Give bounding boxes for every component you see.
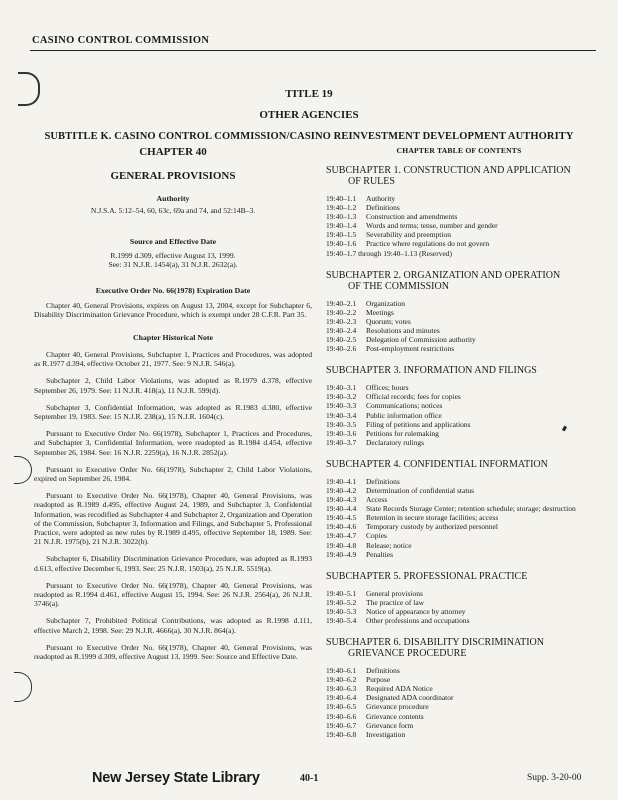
library-stamp: New Jersey State Library: [92, 770, 260, 786]
toc-entry: [326, 486, 592, 495]
section-number: 19:40–3.2: [326, 392, 357, 402]
section-title: Grievance contents: [366, 711, 424, 721]
toc-entry: [326, 299, 592, 308]
subchapter-heading-line: SUBCHAPTER 3. INFORMATION AND FILINGS: [326, 365, 537, 377]
section-number: 19:40–3.6: [326, 428, 357, 438]
toc-entry: [326, 249, 592, 258]
toc-entry: [326, 675, 592, 684]
subchapter-heading: [326, 270, 592, 292]
section-title: Quorum; votes: [366, 316, 411, 326]
subchapter-heading: [326, 459, 592, 470]
toc-entry: [326, 721, 592, 730]
toc-entry: [326, 477, 592, 486]
toc-entry: [326, 383, 592, 392]
section-title: Meetings: [366, 307, 394, 317]
toc-entry: [326, 411, 592, 420]
section-number: 19:40–6.3: [326, 684, 357, 694]
section-title: Access: [366, 495, 388, 505]
section-number: 19:40–3.3: [326, 401, 357, 411]
chapter-number: CHAPTER 40: [139, 146, 207, 158]
subtitle: SUBTITLE K. CASINO CONTROL COMMISSION/CASINO REINVESTMENT DEVELOPMENT AUTHORITY: [44, 131, 574, 142]
section-number: 19:40–6.8: [326, 729, 357, 739]
section-title: Required ADA Notice: [366, 684, 433, 694]
subchapter-heading-line: SUBCHAPTER 5. PROFESSIONAL PRACTICE: [326, 570, 528, 582]
section-number: 19:40–4.9: [326, 549, 357, 559]
section-title: Penalties: [366, 549, 394, 559]
table-of-contents: [326, 146, 592, 739]
history-paragraph: Chapter 40, General Provisions, Subchapter 1, Practices and Procedures, was adopted as R.1977 d.394, effective October 21, 1977. See: 9 N.J.R. 546(a).: [34, 350, 312, 369]
history-heading: Chapter Historical Note: [133, 333, 213, 343]
subchapter-heading: [326, 571, 592, 582]
section-number: 19:40–6.6: [326, 711, 357, 721]
section-number: 19:40–1.4: [326, 221, 357, 231]
subchapter-heading-continuation: OF THE COMMISSION: [348, 280, 449, 292]
section-number: 19:40–2.4: [326, 325, 357, 335]
supplement-date: Supp. 3-20-00: [527, 773, 582, 783]
section-list: [326, 299, 592, 354]
section-number: 19:40–3.1: [326, 383, 357, 393]
section-title: Definitions: [366, 476, 400, 486]
toc-entry: [326, 308, 592, 317]
section-title: Retention in secure storage facilities; access: [366, 513, 499, 523]
toc-entry: [326, 589, 592, 598]
section-number: 19:40–6.7: [326, 720, 357, 730]
chapter-name: GENERAL PROVISIONS: [110, 170, 236, 182]
section-title: General provisions: [366, 588, 423, 598]
section-list: [326, 666, 592, 739]
history-paragraph: Subchapter 7, Prohibited Political Contributions, was adopted as R.1998 d.111, effective March 2, 1998. See: 29 N.J.R. 4666(a), 30 N.J.R. 864(a).: [34, 616, 312, 635]
toc-entry: [326, 221, 592, 230]
section-number: 19:40–1.6: [326, 239, 357, 249]
toc-entry: [326, 616, 592, 625]
section-title: Temporary custody by authorized personnel: [366, 522, 498, 532]
toc-entry: [326, 438, 592, 447]
section-title: Organization: [366, 298, 406, 308]
toc-entry: [326, 429, 592, 438]
history-paragraph: Pursuant to Executive Order No. 66(1978), Subchapter 2, Child Labor Violations, expired on September 26, 1984.: [34, 464, 312, 484]
section-title: State Records Storage Center; retention schedule; storage; destruction: [366, 504, 576, 514]
source-text-1: R.1999 d.309, effective August 13, 1999.: [110, 251, 236, 261]
toc-title: CHAPTER TABLE OF CONTENTS: [396, 146, 522, 155]
toc-entry: [326, 203, 592, 212]
authority-text: N.J.S.A. 5:12–54, 60, 63c, 69a and 74, and 52:14B–3.: [90, 206, 256, 215]
history-paragraph: Pursuant to Executive Order No. 66(1978), Chapter 40, General Provisions, was readopted as R.1999 d.309, effective August 13, 1999. See: Source and Effective Date.: [34, 642, 312, 662]
section-title: Public information office: [366, 410, 442, 420]
section-title: Communications; notices: [366, 401, 443, 411]
section-number: 19:40–4.6: [326, 522, 357, 532]
section-title: Designated ADA coordinator: [366, 693, 454, 703]
running-head: CASINO CONTROL COMMISSION: [32, 35, 210, 46]
section-title: Delegation of Commission authority: [366, 335, 476, 345]
section-number: 19:40–2.5: [326, 335, 357, 345]
toc-entry: [326, 598, 592, 607]
binder-hole-bottom: [14, 672, 32, 702]
section-title: Grievance procedure: [366, 702, 429, 712]
section-list: [326, 194, 592, 258]
section-number: 19:40–4.2: [326, 485, 357, 495]
left-column: [34, 146, 312, 661]
section-number: 19:40–4.4: [326, 504, 357, 514]
toc-entry: [326, 712, 592, 721]
section-number: 19:40–4.8: [326, 540, 357, 550]
section-title: Practice where regulations do not govern: [366, 239, 490, 249]
toc-entry: [326, 693, 592, 702]
section-number: 19:40–6.1: [326, 666, 357, 676]
section-title: Authority: [366, 194, 396, 203]
section-number: 19:40–2.1: [326, 298, 357, 308]
section-number: 19:40–2.2: [326, 307, 357, 317]
section-title: Post-employment restrictions: [366, 344, 455, 354]
toc-entry: [326, 730, 592, 739]
section-number: 19:40–3.7: [326, 437, 357, 447]
section-title: Definitions: [366, 666, 400, 676]
history-notes: [34, 350, 312, 661]
history-paragraph: Subchapter 2, Child Labor Violations, was adopted as R.1979 d.378, effective September 26, 1979. See: 11 N.J.R. 418(a), 11 N.J.R. 599(d).: [34, 376, 312, 395]
toc-entry: [326, 702, 592, 711]
section-number: 19:40–1.3: [326, 212, 357, 222]
section-title: Official records; fees for copies: [366, 392, 461, 402]
section-list: [326, 477, 592, 559]
section-title: 19:40–1.7 through 19:40–1.13 (Reserved): [326, 248, 453, 258]
section-list: [326, 383, 592, 447]
toc-body: [326, 165, 592, 739]
history-paragraph: Subchapter 6, Disability Discrimination Grievance Procedure, was adopted as R.1993 d.613, effective December 6, 1993. See: 25 N.J.R. 1503(a), 25 N.J.R. 5519(a).: [34, 554, 312, 573]
binder-hole-middle: [14, 456, 32, 484]
section-title: Resolutions and minutes: [366, 325, 440, 335]
section-title: The practice of law: [366, 597, 425, 607]
toc-entry: [326, 194, 592, 203]
section-title: Definitions: [366, 203, 400, 213]
page-number: 40-1: [300, 773, 319, 784]
title-block: [0, 88, 618, 142]
authority-heading: Authority: [156, 194, 190, 203]
toc-entry: [326, 239, 592, 248]
toc-entry: [326, 344, 592, 353]
source-text-2: See: 31 N.J.R. 1454(a), 31 N.J.R. 2632(a).: [108, 260, 238, 270]
history-paragraph: Pursuant to Executive Order No. 66(1978), Chapter 40, General Provisions, was readopted as R.1994 d.461, effective August 15, 1994. See: 26 N.J.R. 2564(a), 26 N.J.R. 3746(a).: [34, 580, 312, 609]
toc-entry: [326, 401, 592, 410]
exec-order-text: Chapter 40, General Provisions, expires on August 13, 2004, except for Subchapter 6, Disability Discrimination Grievance Procedure, which is exempt under 28 C.F.R. Part 35.: [34, 300, 312, 319]
toc-entry: [326, 392, 592, 401]
section-number: 19:40–5.4: [326, 616, 357, 625]
title-agencies: OTHER AGENCIES: [259, 109, 359, 121]
toc-entry: [326, 335, 592, 344]
title-number: TITLE 19: [285, 88, 333, 100]
section-title: Grievance form: [366, 720, 414, 730]
subchapter-heading: [326, 637, 592, 659]
section-title: Other professions and occupations: [366, 616, 470, 625]
toc-entry: [326, 541, 592, 550]
section-title: Filing of petitions and applications: [366, 419, 471, 429]
section-title: Purpose: [366, 675, 391, 685]
history-paragraph: Pursuant to Executive Order No. 66(1978), Subchapter 1, Practices and Procedures, and Subchapter 3, Confidential Information, were readopted as R.1984 d.454, effective September 26, 1984. See: 16 N.J.R. 2259(a), 16 N.J.R. 2852(a).: [34, 429, 312, 457]
subchapter-heading: [326, 365, 592, 376]
section-number: 19:40–4.7: [326, 531, 357, 541]
toc-entry: [326, 684, 592, 693]
toc-entry: [326, 230, 592, 239]
history-paragraph: Subchapter 3, Confidential Information, was adopted as R.1983 d.380, effective September 19, 1983. See: 15 N.J.R. 238(a), 15 N.J.R. 1604(c).: [34, 402, 312, 422]
toc-entry: [326, 420, 592, 429]
section-title: Severability and preemption: [366, 230, 451, 240]
section-number: 19:40–6.5: [326, 702, 357, 712]
section-number: 19:40–3.5: [326, 419, 357, 429]
subchapter-heading-continuation: OF RULES: [348, 176, 395, 187]
section-number: 19:40–2.3: [326, 316, 357, 326]
section-number: 19:40–2.6: [326, 344, 357, 354]
toc-entry: [326, 504, 592, 513]
history-paragraph: Pursuant to Executive Order No. 66(1978), Chapter 40, General Provisions, was readopted as R.1989 d.495, effective August 24, 1989, and Subchapter 3, Confidential Information, was recodified as Subchapter 4 and Subchapter 2, Organization and Operation of the Commission, Subchapter 3, Information and Filings, and Subchapter 5, Professional Practice, were adopted as new rules by R.1989 d.495, effective September 18, 1989. See: 21 N.J.R. 1975(b), 21 N.J.R. 3022(b).: [34, 491, 312, 547]
section-number: 19:40–6.4: [326, 693, 357, 703]
subchapter-heading-line: SUBCHAPTER 2. ORGANIZATION AND OPERATION: [326, 269, 561, 281]
page-footer: [0, 770, 618, 792]
toc-entry: [326, 495, 592, 504]
section-number: 19:40–5.1: [326, 588, 357, 598]
toc-entry: [326, 666, 592, 675]
section-number: 19:40–1.5: [326, 230, 357, 240]
subchapter-heading-line: SUBCHAPTER 4. CONFIDENTIAL INFORMATION: [326, 458, 548, 470]
section-title: Offices; hours: [366, 383, 409, 393]
section-title: Copies: [366, 531, 387, 541]
subchapter-heading-line: SUBCHAPTER 6. DISABILITY DISCRIMINATION: [326, 637, 544, 649]
section-number: 19:40–3.4: [326, 410, 357, 420]
section-number: 19:40–6.2: [326, 675, 357, 685]
exec-order-heading: Executive Order No. 66(1978) Expiration Date: [95, 285, 251, 295]
toc-entry: [326, 317, 592, 326]
section-title: Construction and amendments: [366, 212, 458, 222]
subchapter-heading: [326, 165, 592, 187]
section-title: Determination of confidential status: [366, 485, 475, 495]
toc-entry: [326, 607, 592, 616]
subchapter-heading-continuation: GRIEVANCE PROCEDURE: [348, 648, 467, 660]
toc-entry: [326, 550, 592, 559]
subchapter-heading-line: SUBCHAPTER 1. CONSTRUCTION AND APPLICATION: [326, 165, 571, 176]
section-number: 19:40–5.3: [326, 606, 357, 616]
section-title: Declaratory rulings: [366, 437, 425, 447]
section-title: Notice of appearance by attorney: [366, 606, 466, 616]
section-title: Words and terms; tense, number and gender: [366, 221, 498, 231]
toc-entry: [326, 522, 592, 531]
toc-entry: [326, 212, 592, 221]
section-list: [326, 589, 592, 625]
section-title: Petitions for rulemaking: [366, 428, 439, 438]
section-number: 19:40–4.3: [326, 495, 357, 505]
section-number: 19:40–1.2: [326, 203, 357, 213]
section-number: 19:40–5.2: [326, 597, 357, 607]
toc-entry: [326, 326, 592, 335]
section-number: 19:40–4.5: [326, 513, 357, 523]
section-number: 19:40–4.1: [326, 476, 357, 486]
toc-entry: [326, 531, 592, 540]
header-rule: [30, 50, 596, 51]
toc-entry: [326, 513, 592, 522]
source-heading: Source and Effective Date: [129, 237, 217, 247]
section-title: Release; notice: [366, 540, 412, 550]
section-number: 19:40–1.1: [326, 194, 357, 203]
section-title: Investigation: [366, 729, 406, 739]
